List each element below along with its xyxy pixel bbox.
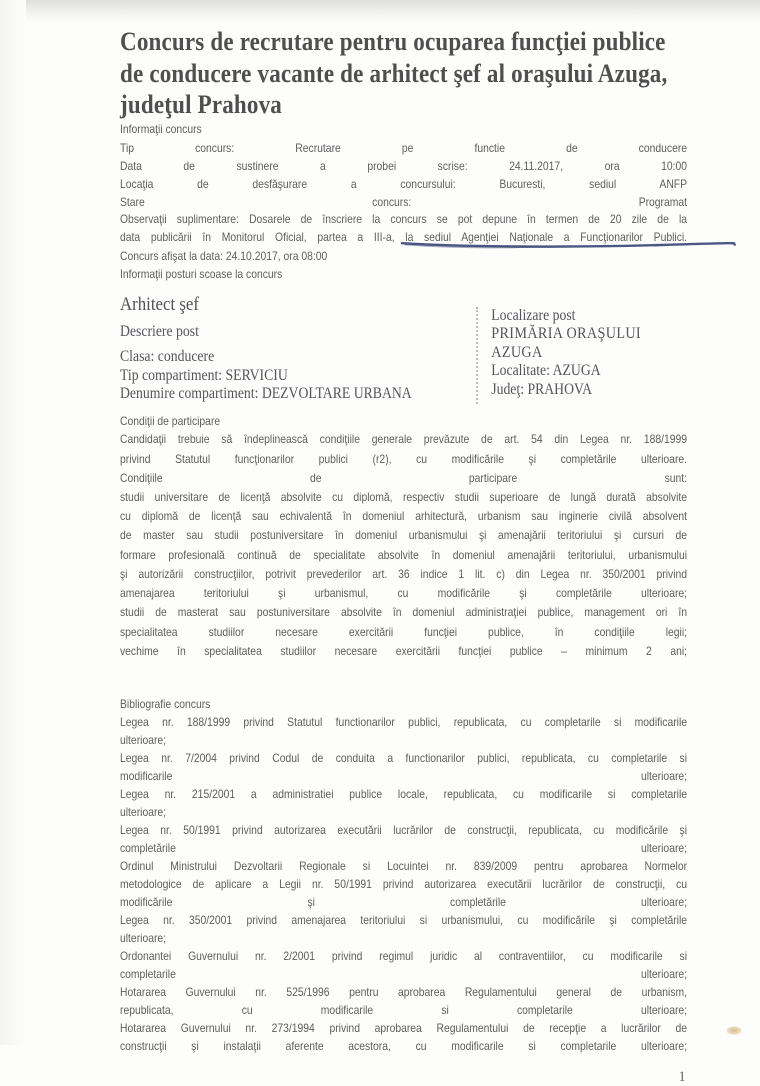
conditii-line: cu diplomă de licenţă sau echivalentă în domeniul arhitectură, urbanism sau inginerie civilă absolvent [120, 510, 688, 524]
post-localitate: Localitate: AZUGA [491, 362, 601, 380]
document-title-line: judeţul Prahova [120, 90, 282, 119]
bibliografie-line: ulterioare; [120, 805, 167, 819]
afisat-line: Concurs afişat la data: 24.10.2017, ora 08:00 [120, 250, 328, 264]
info-row: Stare concurs: Programat [120, 195, 688, 209]
bibliografie-line: construcţii şi instalaţii aferente acestora, cu modificarile si completarile ulterioare; [120, 1039, 688, 1053]
info-section-label: Informaţii concurs [120, 122, 202, 136]
bibliografie-line: completarile ulterioare; [120, 967, 688, 981]
document-title-line: de conducere vacante de arhitect şef al oraşului Azuga, [120, 58, 668, 88]
conditii-line: studii universitare de licenţă absolvite cu diplomă, respectiv studii superioare de lungă durată absolvite [120, 491, 688, 505]
observatii-line-2 [120, 229, 687, 247]
bibliografie-list [120, 714, 687, 1056]
bibliografie-line: modificarile ulterioare; [120, 769, 688, 783]
conditii-line: şi autorizării construcţiilor, potrivit prevederilor art. 36 indice 1 lit. c) din Legea nr. 350/2001 privind [120, 567, 688, 581]
post-localization-column [476, 307, 687, 404]
post-title: Arhitect şef [120, 293, 199, 315]
conditii-line: vechime în specialitatea studiilor necesare exercitării funcţiei publice – minimum 2 ani; [120, 644, 688, 658]
post-tip-compartiment: Tip compartiment: SERVICIU [120, 366, 288, 384]
observatii-underlined-text: la sediul Agenţiei Naţionale a Funcţionarilor Publici. [405, 231, 688, 245]
observatii-line-2-prefix: data publicării în Monitorul Oficial, partea a III-a, [120, 231, 395, 245]
bibliografie-line: republicata, cu modificarile si completarile ulterioare; [120, 1003, 688, 1017]
bibliografie-line: Hotararea Guvernului nr. 273/1994 privind aprobarea Regulamentului de recepţie a lucrărilor de [120, 1021, 688, 1035]
bibliografie-section-label: Bibliografie concurs [120, 697, 211, 711]
document-content [120, 26, 687, 1086]
post-clasa: Clasa: conducere [120, 348, 215, 366]
info-rows [120, 140, 687, 211]
bibliografie-line: metodologice de aplicare a Legii nr. 50/1991 privind autorizarea executării lucrărilor de construcţii, cu [120, 877, 688, 891]
page-number: 1 [678, 1068, 686, 1085]
scan-edge-shadow-top [0, 0, 760, 24]
post-primaria: PRIMĂRIA ORAŞULUI AZUGA [491, 325, 642, 361]
post-columns [120, 292, 687, 404]
handwritten-ink-underline [400, 240, 737, 250]
post-judet: Judeţ: PRAHOVA [491, 380, 593, 398]
document-title [120, 26, 687, 121]
conditii-line: Candidaţii trebuie să îndeplinească condiţiile generale prevăzute de art. 54 din Legea nr. 188/1999 [120, 433, 688, 447]
observatii-line-1: Observaţii suplimentare: Dosarele de înscriere la concurs se pot depune în termen de 20 zile de la [120, 213, 688, 227]
bibliografie-line: Legea nr. 188/1999 privind Statutul functionarilor publici, republicata, cu completarile si modificarile [120, 715, 688, 729]
bibliografie-line: ulterioare; [120, 733, 167, 747]
info-row: Locaţia de desfăşurare a concursului: Bucuresti, sediul ANFP [120, 177, 688, 191]
scan-smudge [726, 1026, 742, 1035]
bibliografie-line: modificările şi completările ulterioare; [120, 895, 688, 909]
conditii-line: Condiţiile de participare sunt: [120, 471, 688, 485]
bibliografie-line: Hotararea Guvernului nr. 525/1996 pentru aprobarea Regulamentului general de urbanism, [120, 985, 688, 999]
conditii-line: privind Statutul funcţionarilor publici (r2), cu modificările şi completările ulterioare. [120, 452, 688, 466]
document-title-line: Concurs de recrutare pentru ocuparea funcţiei publice [120, 27, 666, 56]
scan-edge-shadow-left [0, 0, 26, 1045]
bibliografie-line: Legea nr. 50/1991 privind autorizarea executării lucrărilor de construcţii, republicata, cu modificările şi [120, 823, 688, 837]
conditii-line: specialitatea studiilor necesare exercitării funcţiei publice, în condiţiile legii; [120, 625, 688, 639]
bibliografie-line: Legea nr. 350/2001 privind amenajarea teritoriului si urbanismului, cu modificările şi completările [120, 913, 688, 927]
conditii-section-label: Condiţii de participare [120, 414, 221, 428]
descriere-post-label: Descriere post [120, 322, 199, 340]
post-denumire-compartiment: Denumire compartiment: DEZVOLTARE URBANA [120, 385, 412, 403]
conditii-line: studii de masterat sau postuniversitare absolvite în domeniul administraţiei publice, management ori în [120, 606, 688, 620]
info-row: Tip concurs: Recrutare pe functie de conducere [120, 142, 688, 156]
posturi-section-label: Informaţii posturi scoase la concurs [120, 267, 283, 281]
conditii-paragraph [120, 430, 687, 660]
ink-underlined-phrase [405, 231, 687, 244]
bibliografie-line: Legea nr. 215/2001 a administratiei publice locale, republicata, cu modificarile si completarile [120, 787, 688, 801]
bibliografie-line: ulterioare; [120, 931, 167, 945]
info-row: Data de sustinere a probei scrise: 24.11.2017, ora 10:00 [120, 160, 688, 174]
conditii-line: de master sau studii postuniversitare în domeniul urbanismului şi amenajării teritoriului şi cursuri de [120, 529, 688, 543]
localizare-post-label: Localizare post [491, 306, 576, 324]
conditii-line: formare profesională continuă de specialitate absolvite în domeniul amenajării teritoriului, urbanismului [120, 548, 688, 562]
conditii-line: amenajarea teritoriului şi urbanismul, cu modificările şi completările ulterioare; [120, 587, 688, 601]
bibliografie-line: Legea nr. 7/2004 privind Codul de conduita a functionarilor publici, republicata, cu completarile si [120, 751, 688, 765]
bibliografie-line: Ordinul Ministrului Dezvoltarii Regionale si Locuintei nr. 839/2009 pentru aprobarea Normelor [120, 859, 688, 873]
bibliografie-line: Ordonantei Guvernului nr. 2/2001 privind regimul juridic al contraventiilor, cu modificarile si [120, 949, 688, 963]
bibliografie-line: completările ulterioare; [120, 841, 688, 855]
post-description-column [120, 292, 476, 404]
